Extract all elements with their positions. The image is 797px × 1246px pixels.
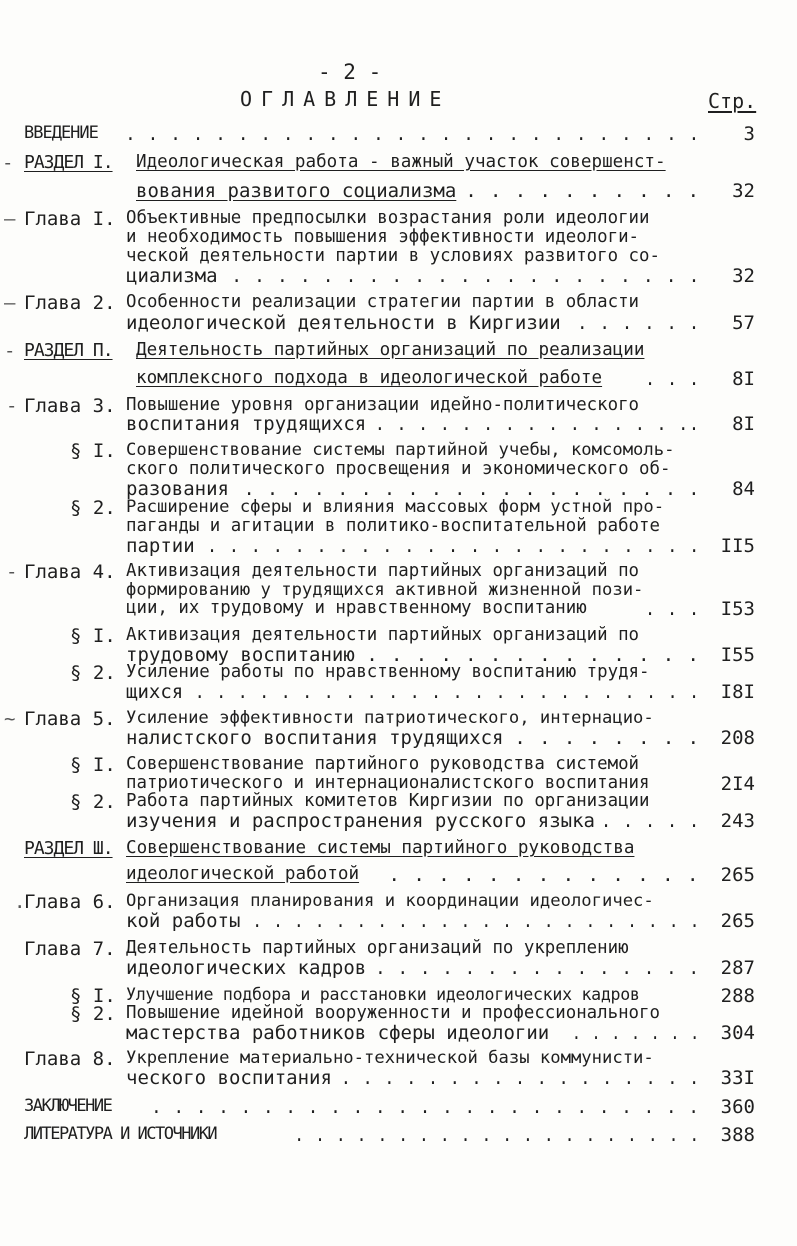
toc-dots: . . . . . . . . [502,727,701,749]
toc-page-number: I8I [720,681,755,703]
toc-label: Глава 2. [24,292,116,314]
page-title: ОГЛАВЛЕНИЕ [240,87,451,111]
toc-label: Глава I. [24,208,116,230]
toc-page-number: 32 [732,265,755,287]
toc-title-line: Особенности реализации стратегии партии в области [126,292,640,312]
toc-label: § 2. [70,497,116,519]
toc-title-line: вования развитого социализма [136,180,457,202]
toc-label: § I. [70,440,116,462]
toc-title-line: Активизация деятельности партийных организаций по [126,625,640,645]
toc-label: § I. [70,985,116,1007]
toc-title-line: Улучшение подбора и расстановки идеологических кадров [126,985,640,1004]
page-number: - 2 - [318,60,382,84]
toc-label: РАЗДЕЛ I. [24,152,113,173]
margin-mark: – [4,292,16,314]
toc-page-number: 8I [732,413,755,435]
toc-page-number: II5 [720,535,755,557]
toc-title-line: Совершенствование системы партийного руководства [126,838,635,858]
toc-page-number: I55 [720,644,755,666]
toc-dots: . . . . . . . . . . . . . . .. [364,413,700,435]
toc-label: Глава 3. [24,395,116,417]
toc-page-number: 57 [732,312,755,334]
toc-title-line: паганды и агитации в политико-воспитательной работе [126,516,660,536]
toc-dots: . . . . . . . . . . . . . . [354,644,700,666]
toc-title-line: Укрепление материально-технической базы коммунисти- [126,1048,654,1068]
toc-title-line: Работа партийных комитетов Киргизии по организации [126,791,650,811]
toc-title-line: Деятельность партийных организаций по укреплению [126,938,629,958]
toc-title-line: разования [126,478,229,500]
toc-dots: . . . . . . . . . . . . . . . . . . . . . [220,265,701,287]
toc-dots: . . . . . . . . . . . . . . . . . . . . [284,1124,700,1146]
toc-page-number: 8I [732,368,755,390]
toc-title-line: Совершенствование партийного руководства системой [126,754,640,774]
toc-title-line: комплексного подхода в идеологической работе [136,368,603,388]
toc-label: § 2. [70,1003,116,1025]
toc-page-number: 32 [732,180,755,202]
toc-dots: . . . . . . . . . . . . . . . . . . . . . . . . . . [114,123,701,145]
toc-title-line: Повышение уровня организации идейно-политического [126,395,640,415]
toc-label: Глава 7. [24,938,116,960]
toc-label: ЗАКЛЮЧЕНИЕ [24,1096,112,1116]
toc-label: Глава 4. [24,561,116,583]
toc-title-line: Активизация деятельности партийных организаций по [126,561,640,581]
toc-page-number: 265 [720,864,755,886]
toc-title-line: ческой деятельности партии в условиях развитого со- [126,246,660,266]
toc-dots: . . . . . . . . . . . . . . . . . . . . . . [242,910,701,932]
toc-dots: . . . . . . . . . . . . . [376,864,700,886]
toc-dots: . . . . . . . . . . . . . . . [364,957,700,979]
toc-title-line: Деятельность партийных организаций по реализации [136,340,645,360]
toc-title-line: идеологической деятельности в Киргизии [126,312,561,334]
toc-label: Глава 8. [24,1048,116,1070]
toc-title-line: воспитания трудящихся [126,413,367,435]
margin-mark: - [4,340,16,362]
toc-title-line: Расширение сферы и влияния массовых форм устной про- [126,497,665,517]
toc-page-number: 388 [720,1124,755,1146]
toc-title-line: мастерства работников сферы идеологии [126,1022,550,1044]
toc-label: Глава 6. [24,891,116,913]
toc-label: ЛИТЕРАТУРА И ИСТОЧНИКИ [24,1124,217,1144]
toc-page-number: 287 [720,957,755,979]
toc-label: § I. [70,754,116,776]
toc-title-line: ции, их трудовому и нравственному воспитанию [126,598,587,618]
toc-label: ВВЕДЕНИЕ [24,123,98,143]
toc-page-number: 360 [720,1096,755,1118]
margin-mark: ~ [4,708,16,730]
toc-title-line: щихся [126,681,184,703]
toc-page-number: 288 [720,985,755,1007]
toc-title-line: идеологической работой [126,864,360,884]
toc-title-line: Объективные предпосылки возрастания роли идеологии [126,208,650,228]
toc-page-number: 304 [720,1022,755,1044]
margin-mark: — [4,208,16,230]
toc-dots: . . . . . . . . . . . . . . . . . . . . . . . . [184,681,700,703]
toc-dots: . . . . . . . . . . . . . . . . . [330,1067,701,1089]
toc-title-line: Совершенствование системы партийной учебы, комсомоль- [126,440,675,460]
toc-title-line: Повышение идейной вооруженности и профессионального [126,1003,660,1023]
toc-title-line: ческого воспитания [126,1067,332,1089]
toc-page-number: 208 [720,727,755,749]
toc-dots: . . . . . . . . . . . . . . . . . . . . . . . . . [140,1096,700,1118]
margin-mark: . [14,891,26,913]
toc-label: § I. [70,625,116,647]
toc-dots: . . . . . . . . . . . . . . . . . . . . . . . [196,535,701,557]
toc-title-line: налистского воспитания трудящихся [126,727,504,749]
toc-title-line: Усиление эффективности патриотического, интернацио- [126,708,654,728]
margin-mark: - [6,561,18,583]
toc-title-line: Усиление работы по нравственному воспитанию трудя- [126,662,650,682]
toc-label: РАЗДЕЛ П. [24,340,113,361]
toc-dots: . . . . . . . [562,1022,700,1044]
toc-page-number: I53 [720,598,755,620]
toc-page-number: 84 [732,478,755,500]
toc-title-line: кой работы [126,910,241,932]
toc-page-number: 3 [743,123,755,145]
toc-dots: . . . [634,598,700,620]
toc-title-line: и необходимость повышения эффективности идеологи- [126,227,640,247]
toc-page-number: 243 [720,810,755,832]
toc-title-line: партии [126,535,195,557]
toc-label: § 2. [70,662,116,684]
toc-title-line: формированию у трудящихся активной жизненной пози- [126,580,644,600]
toc-title-line: трудовому воспитанию [126,644,355,666]
toc-page-number: 265 [720,910,755,932]
toc-title-line: Организация планирования и координации идеологичес- [126,891,654,911]
toc-title-line: патриотического и интернационалистского воспитания [126,773,650,793]
toc-dots: . . . . . . . . . . . . . . . . . . . . [232,478,701,500]
margin-mark: - [2,152,14,174]
toc-title-line: Идеологическая работа - важный участок совершенст- [136,152,666,172]
toc-title-line: идеологических кадров [126,957,367,979]
toc-dots: . . . . . . [566,312,701,334]
margin-mark: - [6,395,18,417]
toc-title-line: циализма [126,265,218,287]
toc-dots: . . . . . . . . . . [453,180,701,202]
toc-label: РАЗДЕЛ Ш. [24,838,113,859]
toc-title-line: изучения и распространения русского языка [126,810,595,832]
page-column-label: Стр. [708,89,757,113]
toc-dots: . . . . . [590,810,700,832]
toc-label: Глава 5. [24,708,116,730]
toc-title-line: ского политического просвещения и экономического об- [126,459,671,479]
toc-dots: . . . [634,368,700,390]
toc-label: § 2. [70,791,116,813]
toc-page-number: 2I4 [720,773,755,795]
toc-page-number: 33I [720,1067,755,1089]
